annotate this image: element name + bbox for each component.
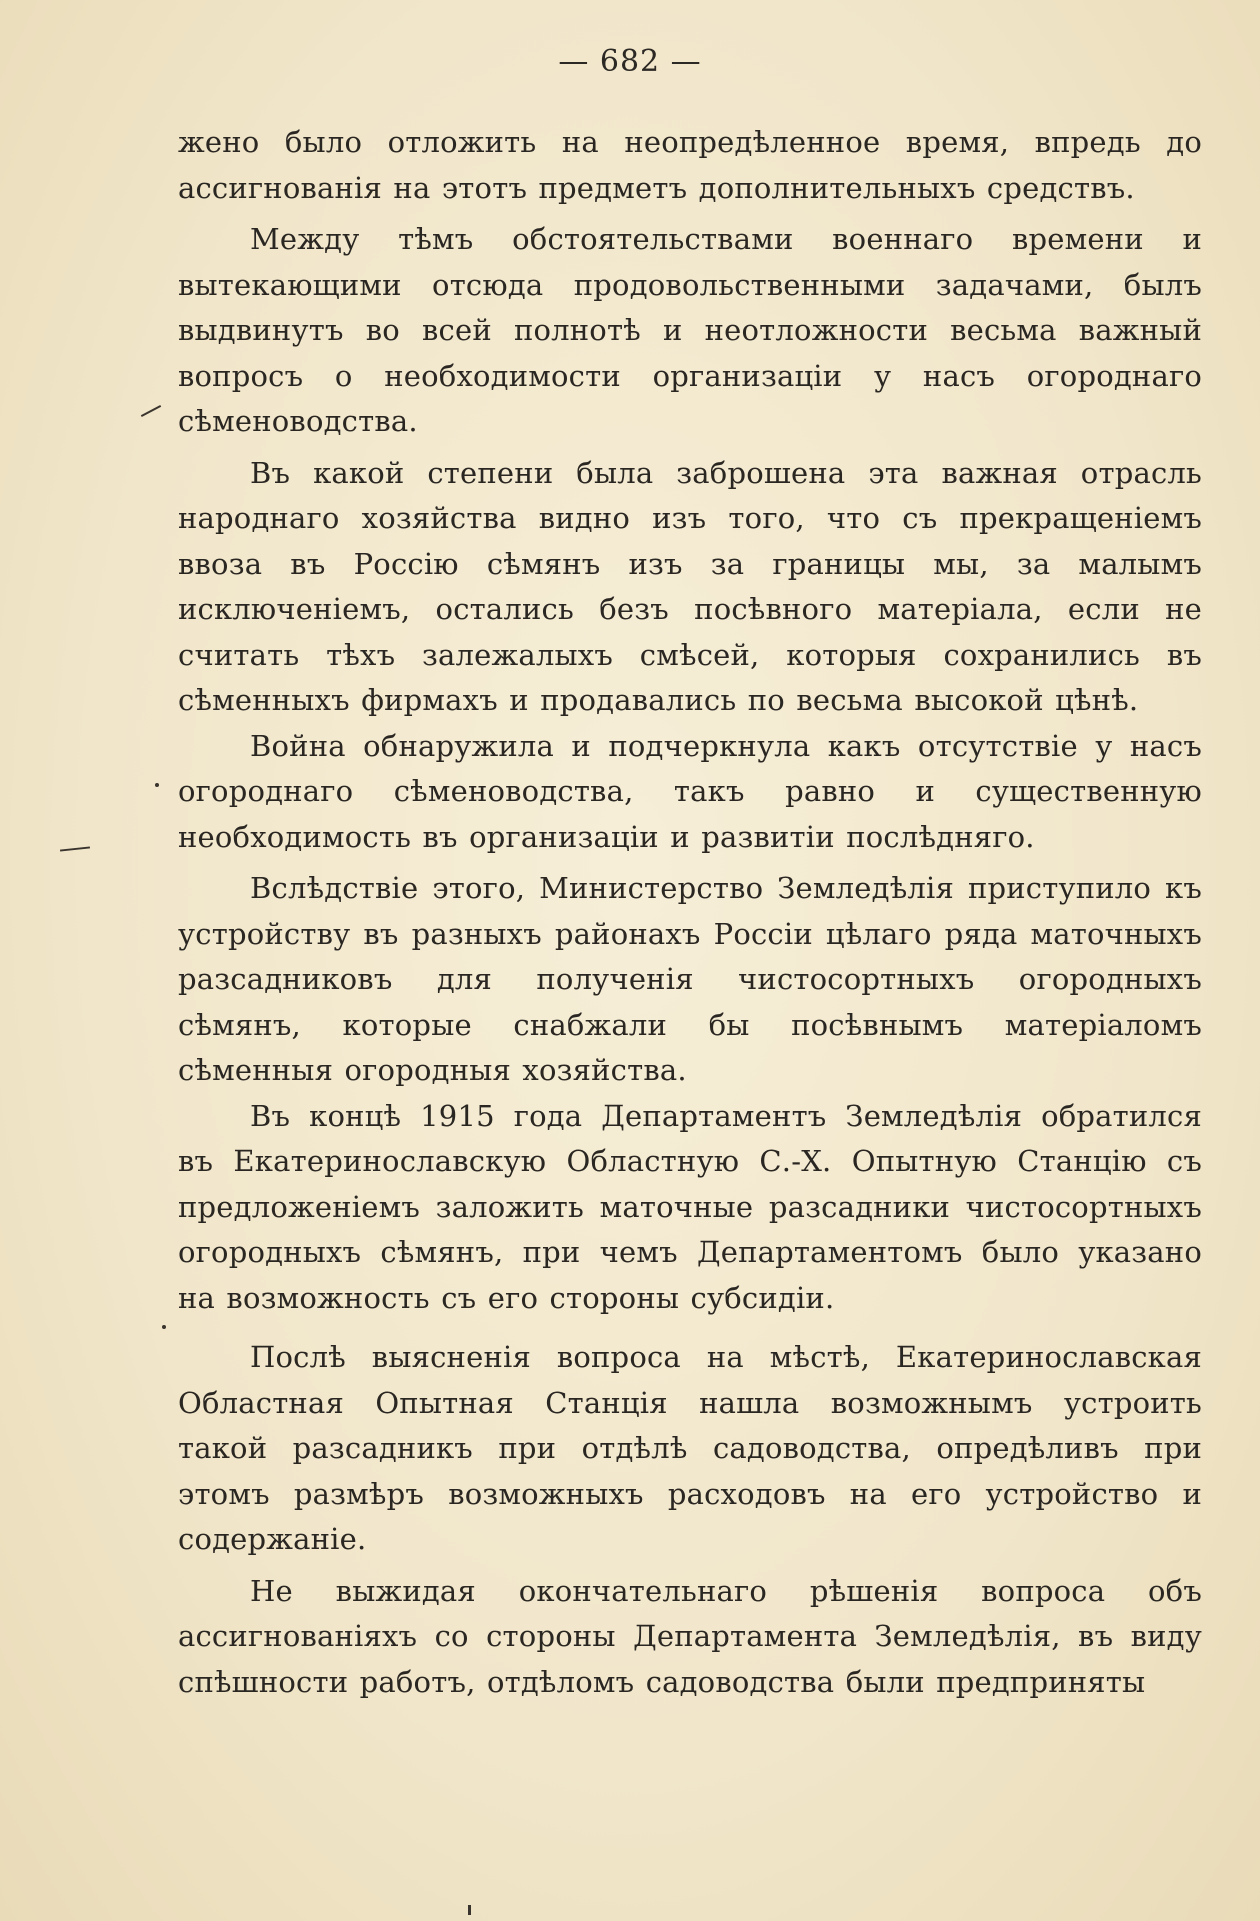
margin-pencil-mark [141, 405, 161, 417]
margin-pencil-mark [60, 846, 90, 851]
paragraph-3: Въ какой степени была заброшена эта важная отрасль народнаго хозяйства видно изъ того, что съ прекращеніемъ ввоза въ Россію сѣмянъ изъ за границы мы, за малымъ исключеніемъ, остались безъ посѣвного матеріала, если не считать тѣхъ залежалыхъ смѣсей, которыя сохранились въ сѣменныхъ фирмахъ и продавались по весьма высокой цѣнѣ. [178, 455, 1202, 717]
paragraph-8: Не выжидая окончательнаго рѣшенія вопроса объ ассигнованіяхъ со стороны Департамента Земледѣлія, въ виду спѣшности работъ, отдѣломъ садоводства были предприняты [178, 1573, 1202, 1699]
ink-speck [468, 1905, 471, 1915]
paragraph-7: Послѣ выясненія вопроса на мѣстѣ, Екатеринославская Областная Опытная Станція нашла возможнымъ устроить такой разсадникъ при отдѣлѣ садоводства, опредѣливъ при этомъ размѣръ возможныхъ расходовъ на его устройство и содержаніе. [178, 1340, 1202, 1556]
page-number: — 682 — [558, 44, 702, 79]
paragraph-5: Вслѣдствіе этого, Министерство Земледѣлія приступило къ устройству въ разныхъ районахъ Россіи цѣлаго ряда маточныхъ разсадниковъ для полученія чистосортныхъ огородныхъ сѣмянъ, которые снабжали бы посѣвнымъ матеріаломъ сѣменныя огородныя хозяйства. [178, 871, 1202, 1087]
ink-speck [162, 1325, 166, 1329]
paragraph-2: Между тѣмъ обстоятельствами военнаго времени и вытекающими отсюда продовольственными задачами, былъ выдвинутъ во всей полнотѣ и неотложности весьма важный вопросъ о необходимости организаціи у насъ огороднаго сѣменоводства. [178, 222, 1202, 438]
paragraph-6: Въ концѣ 1915 года Департаментъ Земледѣлія обратился въ Екатеринославскую Областную С.-Х. Опытную Станцію съ предложеніемъ заложить маточные разсадники чистосортныхъ огородныхъ сѣмянъ, при чемъ Департаментомъ было указано на возможность съ его стороны субсидіи. [178, 1098, 1202, 1315]
paragraph-1: жено было отложить на неопредѣленное время, впредь до ассигнованія на этотъ предметъ дополнительныхъ средствъ. [178, 125, 1202, 205]
ink-speck [155, 783, 159, 787]
body-text [178, 120, 1202, 1705]
paragraph-4: Война обнаружила и подчеркнула какъ отсутствіе у насъ огороднаго сѣменоводства, такъ равно и существенную необходимость въ организаціи и развитіи послѣдняго. [178, 728, 1202, 854]
